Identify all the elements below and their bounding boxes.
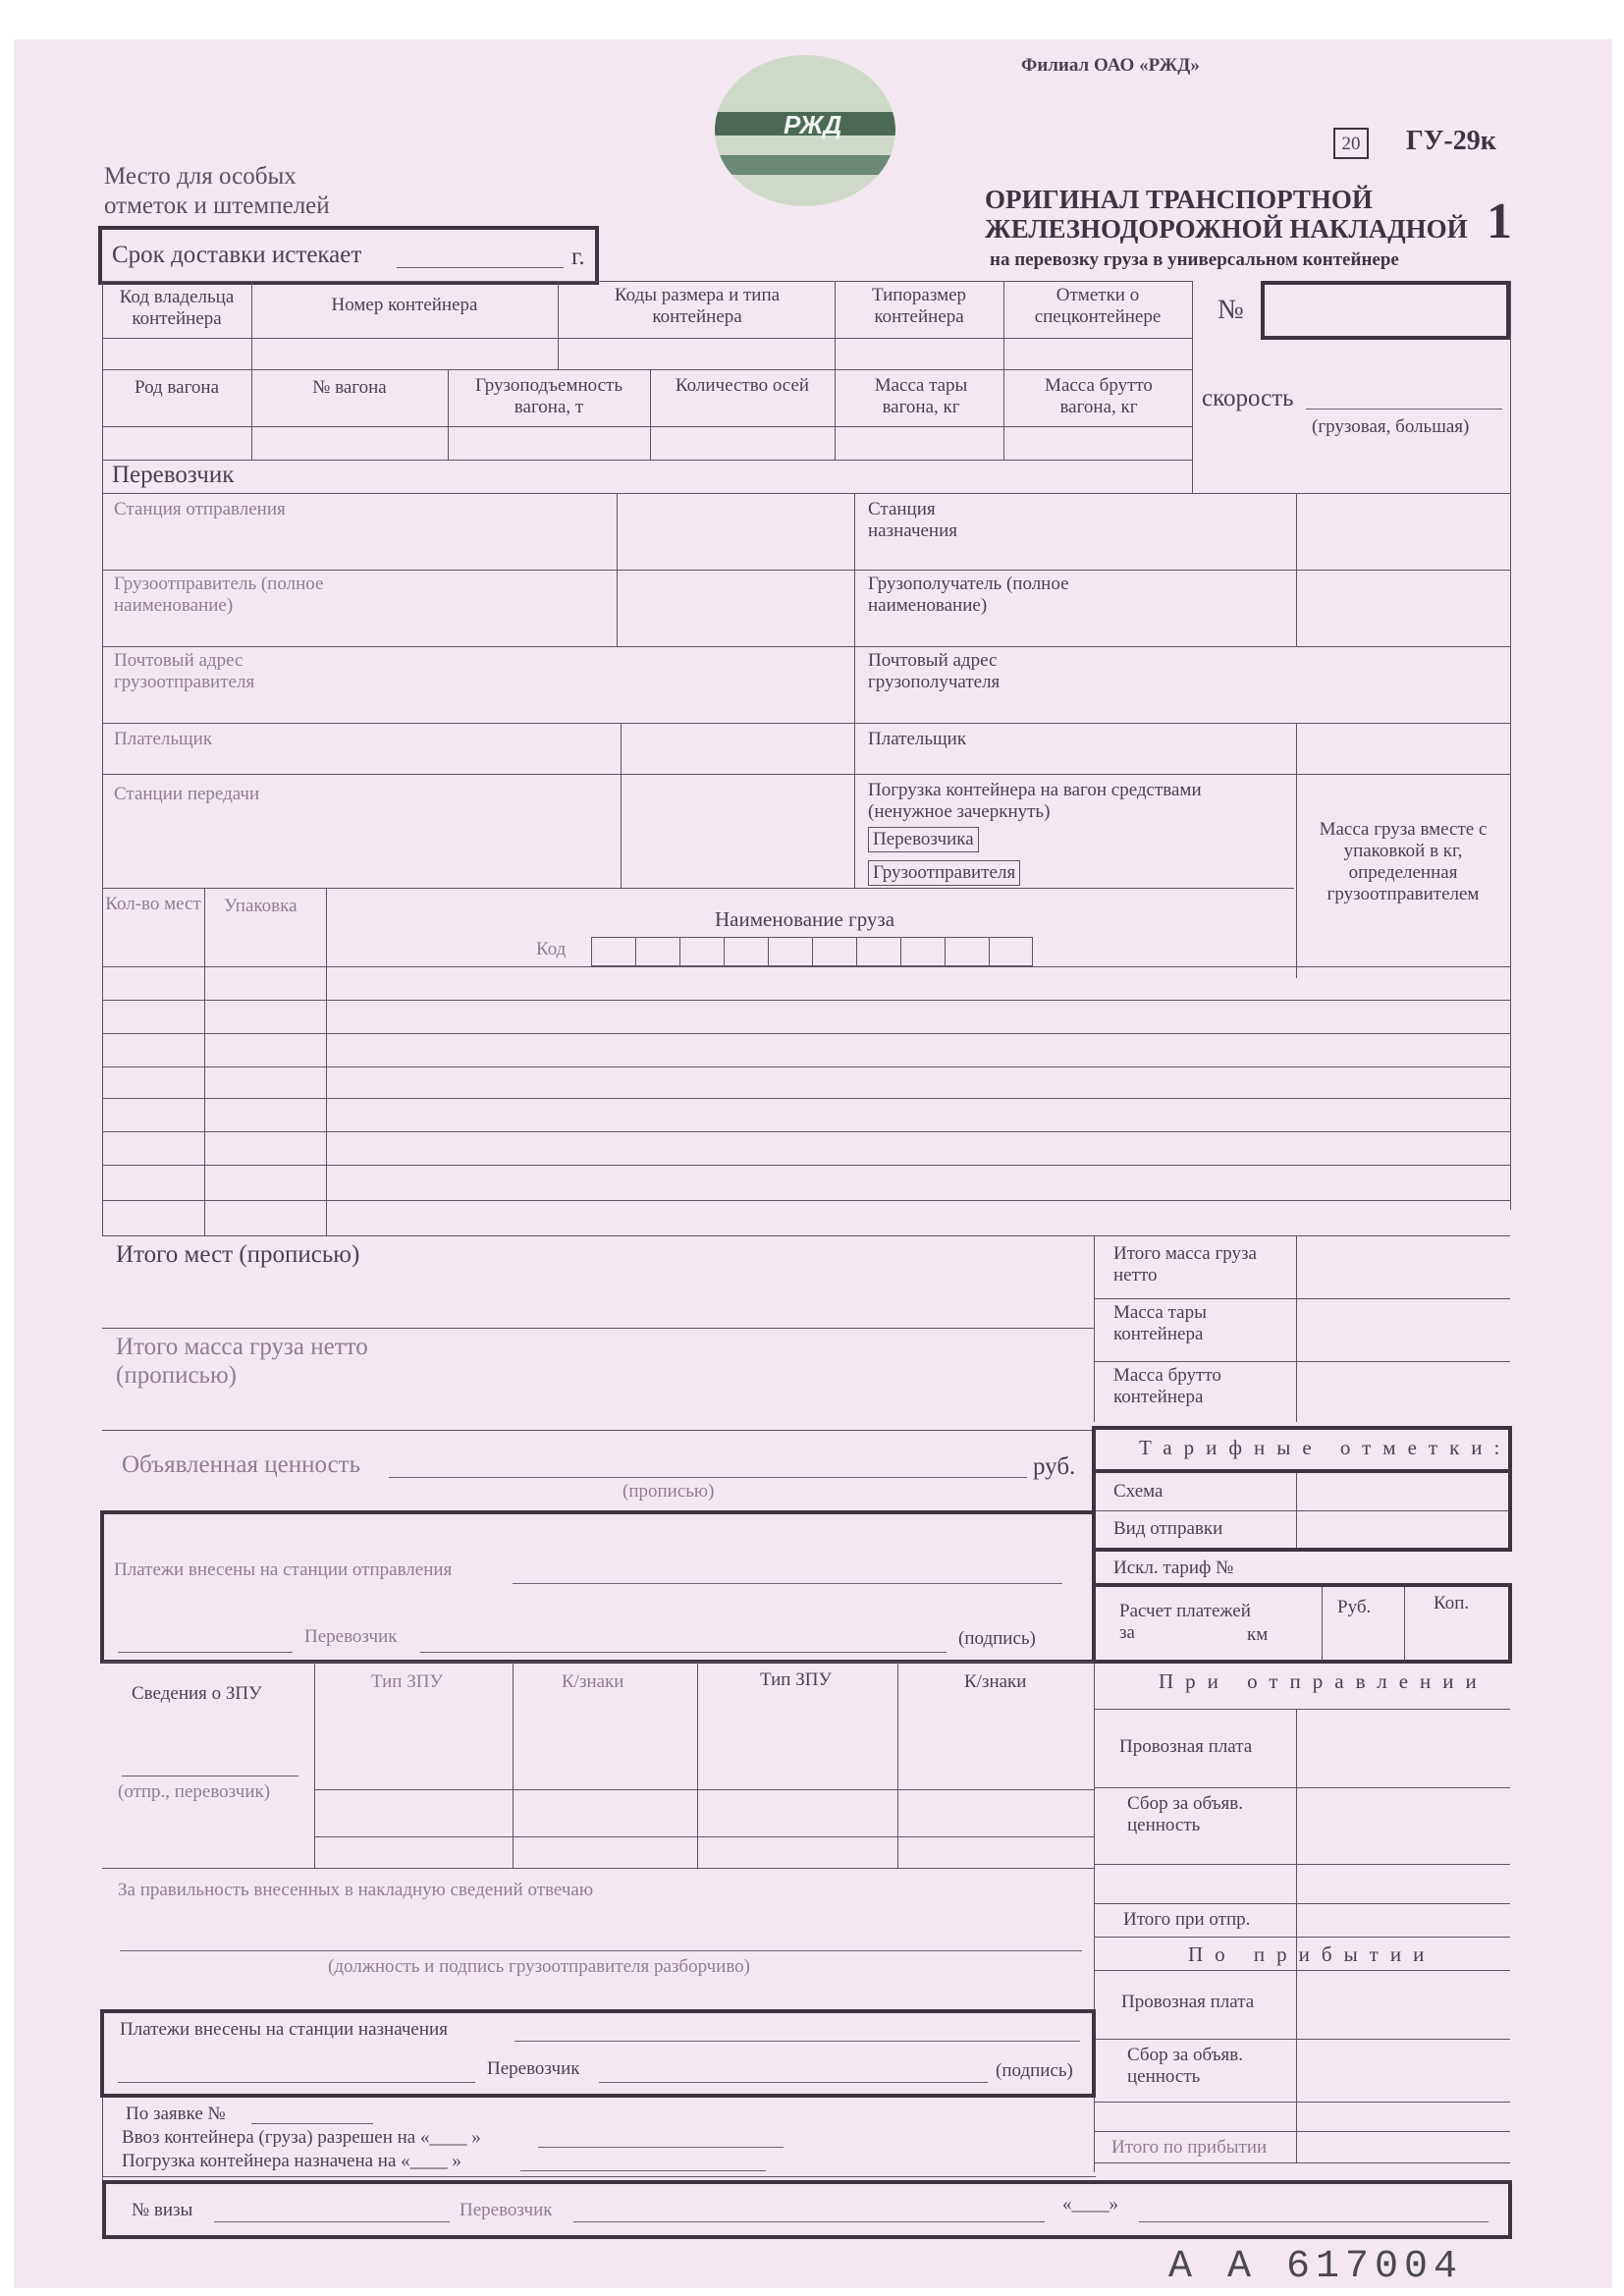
departure-station-label: Станция отправления [114,499,286,519]
copy-number: 20 [1341,134,1361,154]
kop-column: Коп. [1434,1593,1470,1613]
destination-carrier-field[interactable] [599,2082,988,2083]
serial-number: А А 617004 [1168,2245,1464,2289]
excl-tariff-label: Искл. тариф № [1113,1558,1234,1578]
loading-by-carrier-option[interactable]: Перевозчика [868,827,979,852]
responsibility-signature-field[interactable] [120,1950,1082,1951]
paid-at-departure-label: Платежи внесены на станции отправления [114,1559,453,1580]
col-capacity: Грузоподъемность вагона, т [474,375,623,417]
seal-type-1: Тип ЗПУ [371,1671,443,1692]
visa-carrier-label: Перевозчик [460,2200,553,2220]
payer-label-left: Плательщик [114,729,213,749]
carrier-label: Перевозчик [112,462,235,488]
col-owner-code: Код владельца контейнера [119,287,235,329]
payment-calc-km: км [1247,1624,1269,1645]
visa-number-label: № визы [132,2200,193,2220]
import-allowed-label: Ввоз контейнера (груза) разрешен на «____ » [122,2127,481,2148]
seals-sender-field[interactable] [122,1776,298,1777]
scheme-label: Схема [1113,1481,1164,1502]
form-code: ГУ-29к [1406,126,1496,156]
total-places-label: Итого мест (прописью) [116,1241,360,1268]
tariff-title: Тарифные отметки: [1139,1436,1512,1459]
departure-carrier-label: Перевозчик [304,1626,398,1647]
seal-type-2: Тип ЗПУ [760,1669,832,1690]
total-arrival-label: Итого по прибытии [1111,2137,1268,2158]
payment-calc-label: Расчет платежей за [1119,1601,1251,1643]
value-fee-arrival-label: Сбор за объяв. ценность [1127,2045,1243,2087]
paid-at-departure-field[interactable] [513,1583,1062,1584]
import-allowed-field[interactable] [538,2147,784,2148]
freight-charge-arrival-label: Провозная плата [1121,1992,1255,2012]
consignee-address-label: Почтовый адрес грузополучателя [868,650,1001,692]
loading-scheduled-field[interactable] [520,2170,766,2171]
branch-name: Филиал ОАО «РЖД» [1021,55,1200,76]
cargo-mass-by-shipper-label: Масса груза вместе с упаковкой в кг, определенная грузоотправителем [1319,819,1488,904]
destination-date-field[interactable] [118,2082,475,2083]
seal-marks-2: К/знаки [964,1671,1027,1692]
visa-carrier-field[interactable] [573,2221,1045,2222]
on-arrival-heading: По прибытии [1188,1942,1436,1966]
speed-field[interactable] [1306,409,1502,410]
shipper-address-label: Почтовый адрес грузоотправителя [114,650,255,692]
rub-column: Руб. [1337,1597,1372,1617]
visa-number-field[interactable] [214,2221,450,2222]
col-axles: Количество осей [675,375,810,396]
col-wagon-number: № вагона [312,377,387,398]
col-type-size: Типоразмер контейнера [871,285,967,327]
container-tare-label: Масса тары контейнера [1113,1302,1207,1344]
departure-signature-caption: (подпись) [958,1628,1036,1649]
rzd-logo-text: РЖД [784,110,842,139]
title-line-1: ОРИГИНАЛ ТРАНСПОРТНОЙ [985,185,1373,214]
total-net-label: Итого масса груза нетто (прописью) [116,1334,368,1389]
loading-scheduled-label: Погрузка контейнера назначена на «____ » [122,2151,461,2171]
waybill-number-label: № [1218,295,1244,325]
paid-at-destination-field[interactable] [514,2041,1080,2042]
destination-station-label: Станция назначения [868,499,958,541]
speed-label: скорость [1202,385,1294,411]
transfer-stations-label: Станции передачи [114,784,260,804]
paid-at-destination-label: Платежи внесены на станции назначения [120,2019,448,2040]
speed-options: (грузовая, большая) [1312,416,1470,437]
total-departure-label: Итого при отпр. [1123,1909,1251,1930]
departure-payments-box [100,1510,1096,1664]
carrier-date-field[interactable] [118,1652,293,1653]
shipper-label: Грузоотправитель (полное наименование) [114,574,324,616]
freight-charge-label: Провозная плата [1119,1736,1253,1757]
delivery-deadline-field[interactable] [397,267,564,268]
on-departure-heading: При отправлении [1159,1669,1489,1693]
payer-label-right: Плательщик [868,729,967,749]
col-places: Кол-во мест [105,894,201,914]
departure-carrier-field[interactable] [420,1652,947,1653]
col-cargo-name: Наименование груза [715,907,895,931]
title-number: 1 [1487,193,1512,249]
visa-box [102,2180,1512,2239]
responsibility-caption: (должность и подпись грузоотправителя разборчиво) [328,1956,750,1977]
col-tare-mass: Массa тары вагона, кг [874,375,968,417]
special-marks-label-2: отметок и штемпелей [104,192,330,219]
loading-by-label: Погрузка контейнера на вагон средствами (ненужное зачеркнуть) [868,780,1202,822]
rzd-logo-hologram [715,55,895,206]
cargo-code-cells[interactable] [591,937,1033,966]
delivery-deadline-label: Срок доставки истекает [112,242,362,268]
delivery-deadline-year: г. [571,244,585,270]
gross-mass-container-label: Масса брутто контейнера [1113,1365,1221,1407]
seals-sender-caption: (отпр., перевозчик) [118,1781,271,1802]
waybill-number-box[interactable] [1261,281,1510,340]
col-size-type-codes: Коды размера и типа контейнера [614,285,781,327]
declared-value-currency: руб. [1033,1453,1076,1480]
col-container-number: Номер контейнера [331,295,478,315]
title-subtitle: на перевозку груза в универсальном контейнере [990,249,1399,270]
consignee-label: Грузополучатель (полное наименование) [868,574,1069,616]
request-number-field[interactable] [251,2123,373,2124]
seal-marks-1: К/знаки [562,1671,624,1692]
visa-date-field[interactable] [1139,2221,1489,2222]
declared-value-label: Объявленная ценность [122,1451,361,1478]
col-packing: Упаковка [224,896,298,916]
seals-info-label: Сведения о ЗПУ [132,1683,262,1704]
declared-value-field[interactable] [389,1477,1027,1478]
special-marks-label-1: Место для особых [104,163,297,190]
value-fee-label: Сбор за объяв. ценность [1127,1793,1243,1835]
responsibility-label: За правильность внесенных в накладную сведений отвечаю [118,1880,594,1900]
net-mass-label: Итого масса груза нетто [1113,1243,1257,1285]
col-special-container-marks: Отметки о спецконтейнере [1034,285,1162,327]
loading-by-shipper-option[interactable]: Грузоотправителя [868,860,1020,886]
col-wagon-kind: Род вагона [134,377,220,398]
shipment-type-label: Вид отправки [1113,1518,1223,1539]
destination-carrier-label: Перевозчик [487,2058,580,2079]
destination-signature-caption: (подпись) [996,2060,1073,2081]
visa-date-quotes: «____» [1062,2194,1118,2214]
title-line-2: ЖЕЛЕЗНОДОРОЖНОЙ НАКЛАДНОЙ [985,214,1468,244]
col-gross-mass: Масса брутто вагона, кг [1045,375,1153,417]
by-request-label: По заявке № [126,2104,226,2124]
code-label: Код [536,939,567,959]
declared-value-in-words: (прописью) [623,1481,715,1502]
